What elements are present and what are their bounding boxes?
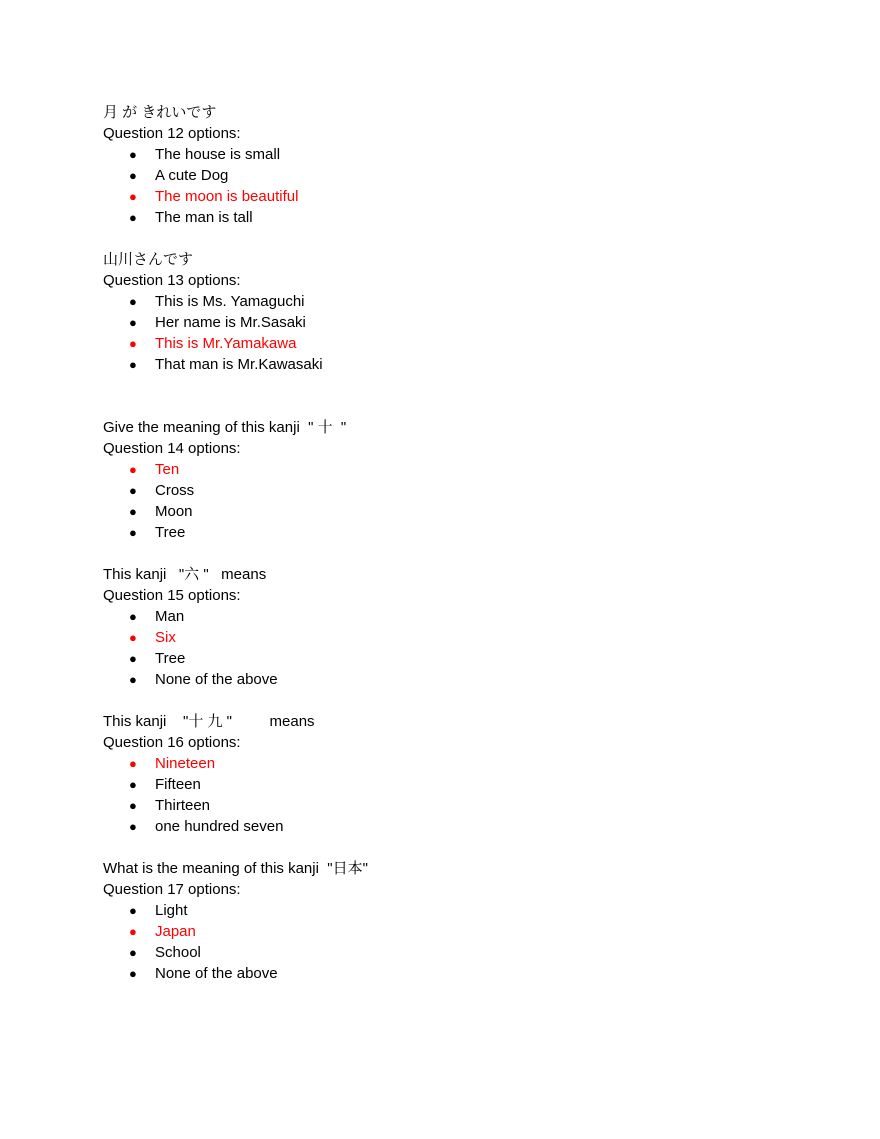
bullet-icon: ● [129,672,137,687]
question-block-14 [103,417,803,543]
question-prompt: What is the meaning of this kanji "日本" [103,860,368,877]
option-text: None of the above [155,671,278,688]
option-text: Nineteen [155,755,216,772]
option-text: Thirteen [155,797,211,814]
spacer [103,837,803,858]
option-item [103,522,803,543]
question-prompt: 月 が きれいです [103,104,217,121]
option-item [103,753,803,774]
bullet-icon: ● [129,147,137,162]
option-item [103,291,803,312]
option-text: None of the above [155,965,278,982]
option-text: School [155,944,201,961]
question-block-17 [103,858,803,984]
option-text: Ten [155,461,180,478]
bullet-icon: ● [129,189,137,204]
option-item [103,627,803,648]
question-prompt: Give the meaning of this kanji " 十 " [103,419,347,436]
question-block-12 [103,102,803,228]
bullet-icon: ● [129,336,137,351]
spacer [103,543,803,564]
question-label: Question 15 options: [103,587,241,604]
option-text: The moon is beautiful [155,188,299,205]
bullet-icon: ● [129,945,137,960]
bullet-icon: ● [129,819,137,834]
bullet-icon: ● [129,294,137,309]
option-text: The house is small [155,146,281,163]
option-item [103,648,803,669]
option-item [103,774,803,795]
bullet-icon: ● [129,315,137,330]
option-text: Moon [155,503,193,520]
option-text: Tree [155,524,186,541]
option-text: Japan [155,923,196,940]
bullet-icon: ● [129,462,137,477]
option-item [103,795,803,816]
bullet-icon: ● [129,630,137,645]
option-text: one hundred seven [155,818,284,835]
document-body [103,102,803,984]
option-item [103,144,803,165]
option-item [103,921,803,942]
spacer [103,228,803,249]
option-text: Light [155,902,188,919]
question-label: Question 17 options: [103,881,241,898]
question-label: Question 13 options: [103,272,241,289]
bullet-icon: ● [129,798,137,813]
option-item [103,669,803,690]
option-item [103,333,803,354]
bullet-icon: ● [129,777,137,792]
option-item [103,501,803,522]
question-label: Question 16 options: [103,734,241,751]
option-item [103,354,803,375]
question-label: Question 14 options: [103,440,241,457]
option-item [103,942,803,963]
option-item [103,816,803,837]
question-prompt: This kanji "十 九 " means [103,713,315,730]
option-item [103,963,803,984]
option-text: Her name is Mr.Sasaki [155,314,306,331]
question-block-13 [103,249,803,375]
option-text: This is Mr.Yamakawa [155,335,297,352]
option-item [103,900,803,921]
question-prompt: This kanji "六 " means [103,566,267,583]
question-label: Question 12 options: [103,125,241,142]
bullet-icon: ● [129,168,137,183]
option-item [103,186,803,207]
bullet-icon: ● [129,609,137,624]
option-item [103,480,803,501]
option-item [103,312,803,333]
option-item [103,459,803,480]
bullet-icon: ● [129,966,137,981]
bullet-icon: ● [129,483,137,498]
bullet-icon: ● [129,357,137,372]
option-text: Fifteen [155,776,201,793]
option-item [103,207,803,228]
option-item [103,165,803,186]
question-block-16 [103,711,803,837]
spacer [103,375,803,417]
question-prompt: 山川さんです [103,251,194,268]
bullet-icon: ● [129,651,137,666]
option-item [103,606,803,627]
option-text: Six [155,629,176,646]
option-text: Tree [155,650,186,667]
option-text: Man [155,608,185,625]
bullet-icon: ● [129,924,137,939]
bullet-icon: ● [129,903,137,918]
bullet-icon: ● [129,756,137,771]
bullet-icon: ● [129,504,137,519]
option-text: This is Ms. Yamaguchi [155,293,305,310]
bullet-icon: ● [129,210,137,225]
option-text: Cross [155,482,195,499]
option-text: That man is Mr.Kawasaki [155,356,323,373]
bullet-icon: ● [129,525,137,540]
question-block-15 [103,564,803,690]
spacer [103,690,803,711]
option-text: The man is tall [155,209,253,226]
option-text: A cute Dog [155,167,229,184]
